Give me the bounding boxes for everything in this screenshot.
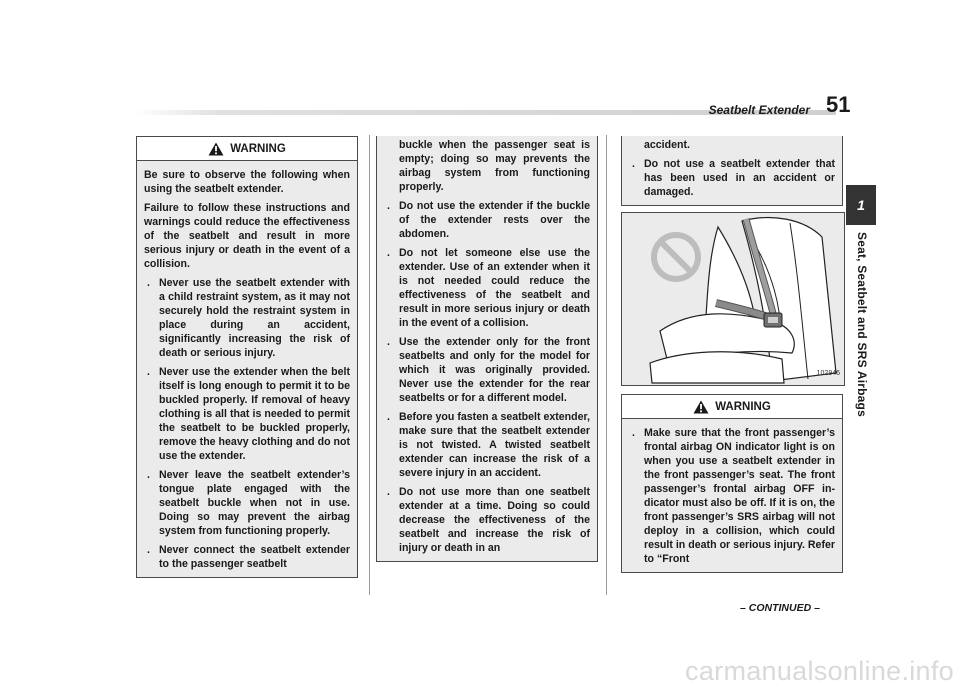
continued-label: – CONTINUED – [740,602,820,614]
list-item: . Never leave the seatbelt extender’s tongue plate engaged with the seatbelt buckle when not in use. Doing so may prevent the airbag system from functioning properly. [147,469,350,537]
warning-box [621,394,843,573]
figure-code: 102946 [816,370,840,377]
warning-heading: WARNING [230,142,286,155]
page-number: 51 [826,92,851,117]
warning-body [137,161,357,577]
warning-paragraph: Failure to follow these instructions and warnings could reduce the effectiveness of the seatbelt and result in more serious injury or death in the event of a collision. [144,202,350,270]
column-divider [369,135,370,595]
warning-body [622,419,842,572]
warning-box-continued [376,136,598,562]
warning-body [622,136,842,205]
list-item: . Use the extender only for the front seatbelts and only for the model for which it was originally provided. Never use the extender for the rear seatbelts or for a different model. [387,336,590,404]
column-3 [621,136,843,573]
warning-bullet-list [629,157,835,199]
list-item: . Do not use more than one seatbelt extender at a time. Doing so could decrease the effectiveness of the seatbelt and increase the risk of injury or death in an [387,486,590,554]
warning-header [137,137,357,161]
warning-continuation: accident. [644,139,690,151]
column-1 [136,136,358,578]
list-item: . Do not use the extender if the buckle of the extender rests over the abdomen. [387,200,590,240]
column-divider [606,135,607,595]
warning-box-continued [621,136,843,206]
list-item: . Never use the seatbelt extender with a child restraint system, as it may not securely hold the restraint system in place during an accident, significantly increasing the risk of death or serious injury. [147,277,350,359]
list-item: . Never connect the seatbelt extender to the passenger seatbelt [147,544,350,570]
warning-continuation: buckle when the passenger seat is empty; doing so may prevents the airbag system from functioning properly. [399,139,590,193]
warning-heading: WARNING [715,400,771,413]
site-watermark[interactable]: carmanualsonline.info [685,656,954,686]
warning-header [622,395,842,419]
warning-triangle-icon [693,400,709,414]
warning-body [377,136,597,561]
warning-box [136,136,358,578]
list-item: . Make sure that the front passenger’s frontal airbag ON indicator light is on when you use a seatbelt extender in the front passenger’s seat. The front passenger’s frontal airbag OFF indicator must also be off. If it is on, the front passenger’s SRS airbag will not deploy in a collision, which could result in death or serious injury. Refer to “Front [632,427,835,565]
list-item: . Do not let someone else use the extender. Use of an extender when it is not needed could reduce the effectiveness of the seatbelt and result in more serious injury or death in the event of a collision. [387,247,590,329]
running-title: Seatbelt Extender [708,103,810,117]
warning-bullet-list [629,426,835,566]
chapter-label: Seat, Seatbelt and SRS Airbags [855,232,869,417]
list-item: . Before you fasten a seatbelt extender, make sure that the seatbelt extender is not twisted. A twisted seatbelt extender can increase the risk of a severe injury in an accident. [387,411,590,479]
prohibition-icon [654,235,698,279]
warning-bullet-list [384,199,590,555]
list-item: . Never use the extender when the belt itself is long enough to permit it to be buckled properly. If removal of heavy clothing is all that is needed to permit the seatbelt to be buckled properly, remove the heavy clothing and do not use the extender. [147,366,350,462]
warning-triangle-icon [208,142,224,156]
seatbelt-illustration-art [622,213,844,385]
warning-intro: Be sure to observe the following when using the seatbelt extender. [144,169,350,195]
chapter-tab[interactable]: 1 [846,185,876,225]
column-2 [376,136,598,562]
warning-bullet-list [144,276,350,571]
seatbelt-extender-illustration [621,212,845,386]
list-item: . Do not use a seatbelt extender that has been used in an accident or damaged. [632,158,835,198]
